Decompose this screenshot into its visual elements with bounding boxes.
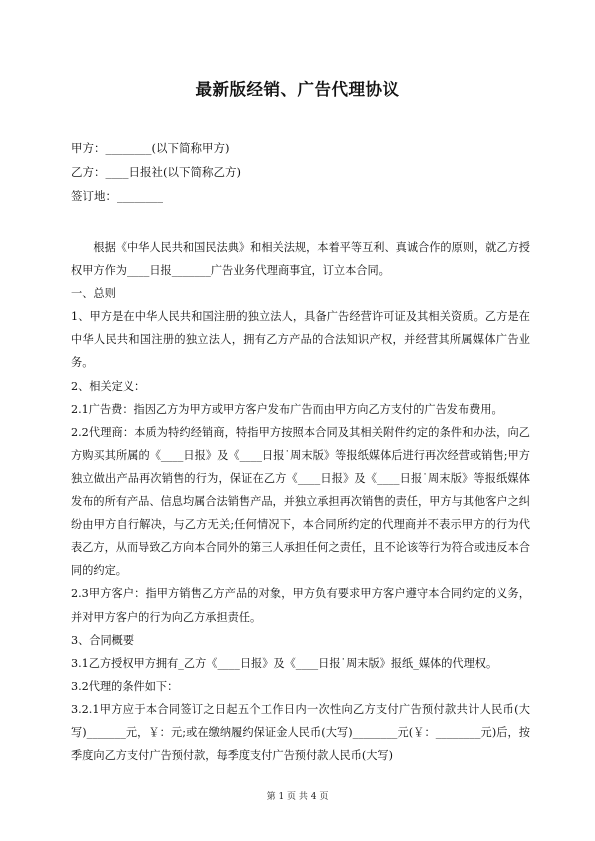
clause-heading: 3、合同概要: [71, 633, 135, 647]
section-heading: 一、总则: [71, 287, 116, 301]
clause-paragraph: 3.1乙方授权甲方拥有_乙方《____日报》及《____日报˙周末版》报纸_媒体的代理权。: [71, 656, 498, 670]
document-body: [71, 236, 530, 767]
page-footer: 第 1 页 共 4 页: [266, 792, 329, 802]
clause-paragraph: 2.1广告费：指因乙方为甲方或甲方客户发布广告而由甲方向乙方支付的广告发布费用。: [71, 402, 503, 416]
document-title: 最新版经销、广告代理协议: [195, 80, 400, 99]
party-a-line: 甲方：________(以下简称甲方): [71, 141, 230, 155]
clause-paragraph: 2.2代理商：本质为特约经销商，特指甲方按照本合同及其相关附件约定的条件和办法，向乙方购买其所属的《____日报》及《____日报˙周末版》等报纸媒体后进行再次经营或销售;甲方独立做出产品再次销售的行为，保证在乙方《____日报》及《____日报˙周末版》等报纸媒体发布的所有产品、信息均属合法销售产品，并独立承担再次销售的责任，甲方与其他客户之纠纷由甲方自行解决，与乙方无关;任何情况下，本合同所约定的代理商并不表示甲方的行为代表乙方，从而导致乙方向本合同外的第三人承担任何之责任，且不论该等行为符合或违反本合同的约定。: [71, 425, 530, 578]
signing-place-line: 签订地：________: [71, 189, 163, 203]
party-b-line: 乙方：____日报社(以下简称乙方): [71, 165, 241, 179]
clause-paragraph: 2.3甲方客户：指甲方销售乙方产品的对象，甲方负有要求甲方客户遵守本合同约定的义务，并对甲方客户的行为向乙方承担责任。: [71, 587, 530, 624]
clause-paragraph: 3.2.1甲方应于本合同签订之日起五个工作日内一次性向乙方支付广告预付款共计人民币(大写)_______元，￥：元;或在缴纳履约保证金人民币(大写)________元(￥：________元)后，按季度向乙方支付广告预付款，每季度支付广告预付款人民币(大写): [71, 702, 530, 763]
preamble-paragraph: 根据《中华人民共和国民法典》和相关法规，本着平等互利、真诚合作的原则，就乙方授权甲方作为____日报_______广告业务代理商事宜，订立本合同。: [71, 241, 530, 278]
clause-heading: 2、相关定义：: [71, 379, 146, 393]
clause-heading: 3.2代理的条件如下：: [71, 679, 179, 693]
clause-paragraph: 1、甲方是在中华人民共和国注册的独立法人，具备广告经营许可证及其相关资质。乙方是在中华人民共和国注册的独立法人，拥有乙方产品的合法知识产权，并经营其所属媒体广告业务。: [71, 310, 530, 370]
